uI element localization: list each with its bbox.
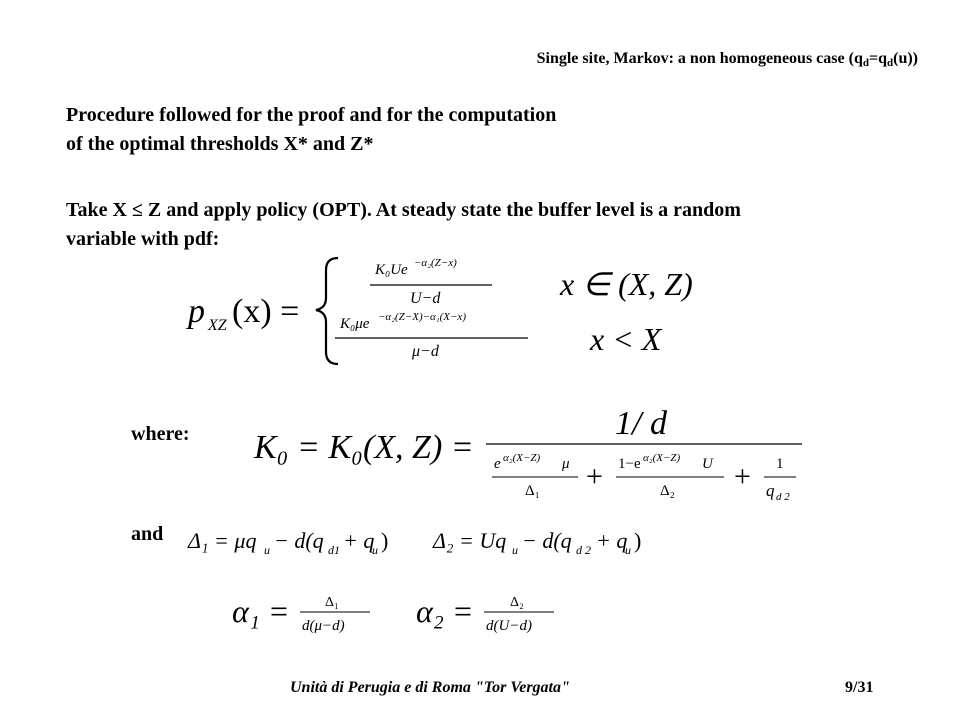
delta-equations	[188, 524, 658, 558]
k0-plus-1: +	[586, 460, 603, 493]
where-label: where:	[131, 423, 190, 445]
footer-page-number: 9/31	[845, 679, 874, 696]
delta1-end: + q	[343, 528, 375, 553]
title-sub-d2: d	[886, 57, 894, 69]
pdf-lhs-sub: XZ	[208, 317, 227, 334]
k0-t3-den-sub: d 2	[776, 491, 790, 503]
k0-t1-den: Δ₁	[525, 483, 540, 499]
k0-numerator: 1/ d	[615, 405, 667, 442]
and-label: and	[131, 523, 164, 545]
k0-t2-num-exp: α₂(X−Z)	[643, 452, 681, 464]
pdf-case1-num: K₀Ue	[375, 262, 408, 278]
delta2-sub-u: u	[512, 543, 518, 557]
pdf-lhs-p: p	[188, 293, 205, 330]
delta1-sub-u: u	[264, 543, 270, 557]
delta2-rest: − d(q	[522, 528, 572, 553]
k0-t1-num-e: e	[494, 456, 501, 472]
pdf-case2-cond: x < X	[590, 321, 662, 357]
k0-lhs: K₀ = K₀(X, Z) =	[254, 429, 474, 466]
k0-t3-num: 1	[776, 456, 784, 472]
alpha1-den: d(μ−d)	[302, 618, 345, 634]
pdf-case1-exp: −α₂(Z−x)	[414, 257, 457, 269]
delta2-lhs: Δ₂ = Uq	[433, 528, 507, 553]
pdf-case1-den: U−d	[410, 290, 441, 307]
k0-t1-num-mu: μ	[562, 456, 570, 472]
delta2-close: )	[634, 528, 642, 553]
body-paragraph	[66, 196, 741, 254]
alpha2-lhs: α₂ =	[416, 593, 474, 629]
alpha2-num: Δ₂	[510, 595, 524, 610]
delta2-sub-u2: u	[625, 543, 631, 557]
delta1-close: )	[381, 528, 389, 553]
footer-institution: Unità di Perugia e di Roma "Tor Vergata"	[290, 679, 570, 696]
pdf-case2-exp: −α₂(Z−X)−α₁(X−x)	[378, 311, 466, 323]
pdf-case1-cond: x ∈ (X, Z)	[560, 266, 693, 302]
pdf-case2-den: μ−d	[412, 343, 439, 360]
k0-t2-num-1e: 1−e	[618, 456, 641, 472]
title-mid: =q	[868, 50, 887, 67]
title-end: (u))	[893, 50, 918, 67]
delta2-sub-d2: d 2	[576, 543, 591, 557]
slide-title	[537, 50, 918, 68]
k0-t1-num-exp: α₂(X−Z)	[503, 452, 541, 464]
pdf-brace	[316, 258, 338, 364]
k0-t3-den-q: q	[766, 481, 775, 500]
k0-plus-2: +	[734, 460, 751, 493]
alpha2-den: d(U−d)	[486, 618, 532, 634]
alpha-equations	[232, 588, 572, 640]
body-line-2: variable with pdf:	[66, 228, 220, 250]
alpha1-lhs: α₁ =	[232, 593, 290, 629]
alpha1-num: Δ₁	[325, 595, 339, 610]
delta1-sub-d1: d1	[328, 543, 340, 557]
title-text: Single site, Markov: a non homogeneous case (q	[536, 50, 863, 67]
body-line-1: Take X ≤ Z and apply policy (OPT). At steady state the buffer level is a random	[66, 199, 741, 221]
delta1-sub-u2: u	[372, 543, 378, 557]
k0-t2-den: Δ₂	[660, 483, 675, 499]
title-sub-d1: d	[862, 57, 869, 69]
delta2-end: + q	[596, 528, 628, 553]
intro-line-2: of the optimal thresholds X* and Z*	[66, 133, 374, 155]
pdf-lhs-arg: (x) =	[232, 293, 300, 330]
intro-line-1: Procedure followed for the proof and for the computation	[66, 104, 557, 126]
pdf-case2-num: K₀μe	[340, 316, 370, 332]
intro-paragraph	[66, 101, 556, 159]
pdf-equation	[180, 252, 720, 370]
delta1-lhs: Δ₁ = μq	[188, 528, 257, 553]
k0-equation	[250, 400, 810, 504]
delta1-rest: − d(q	[274, 528, 324, 553]
k0-t2-num-u: U	[702, 456, 713, 472]
